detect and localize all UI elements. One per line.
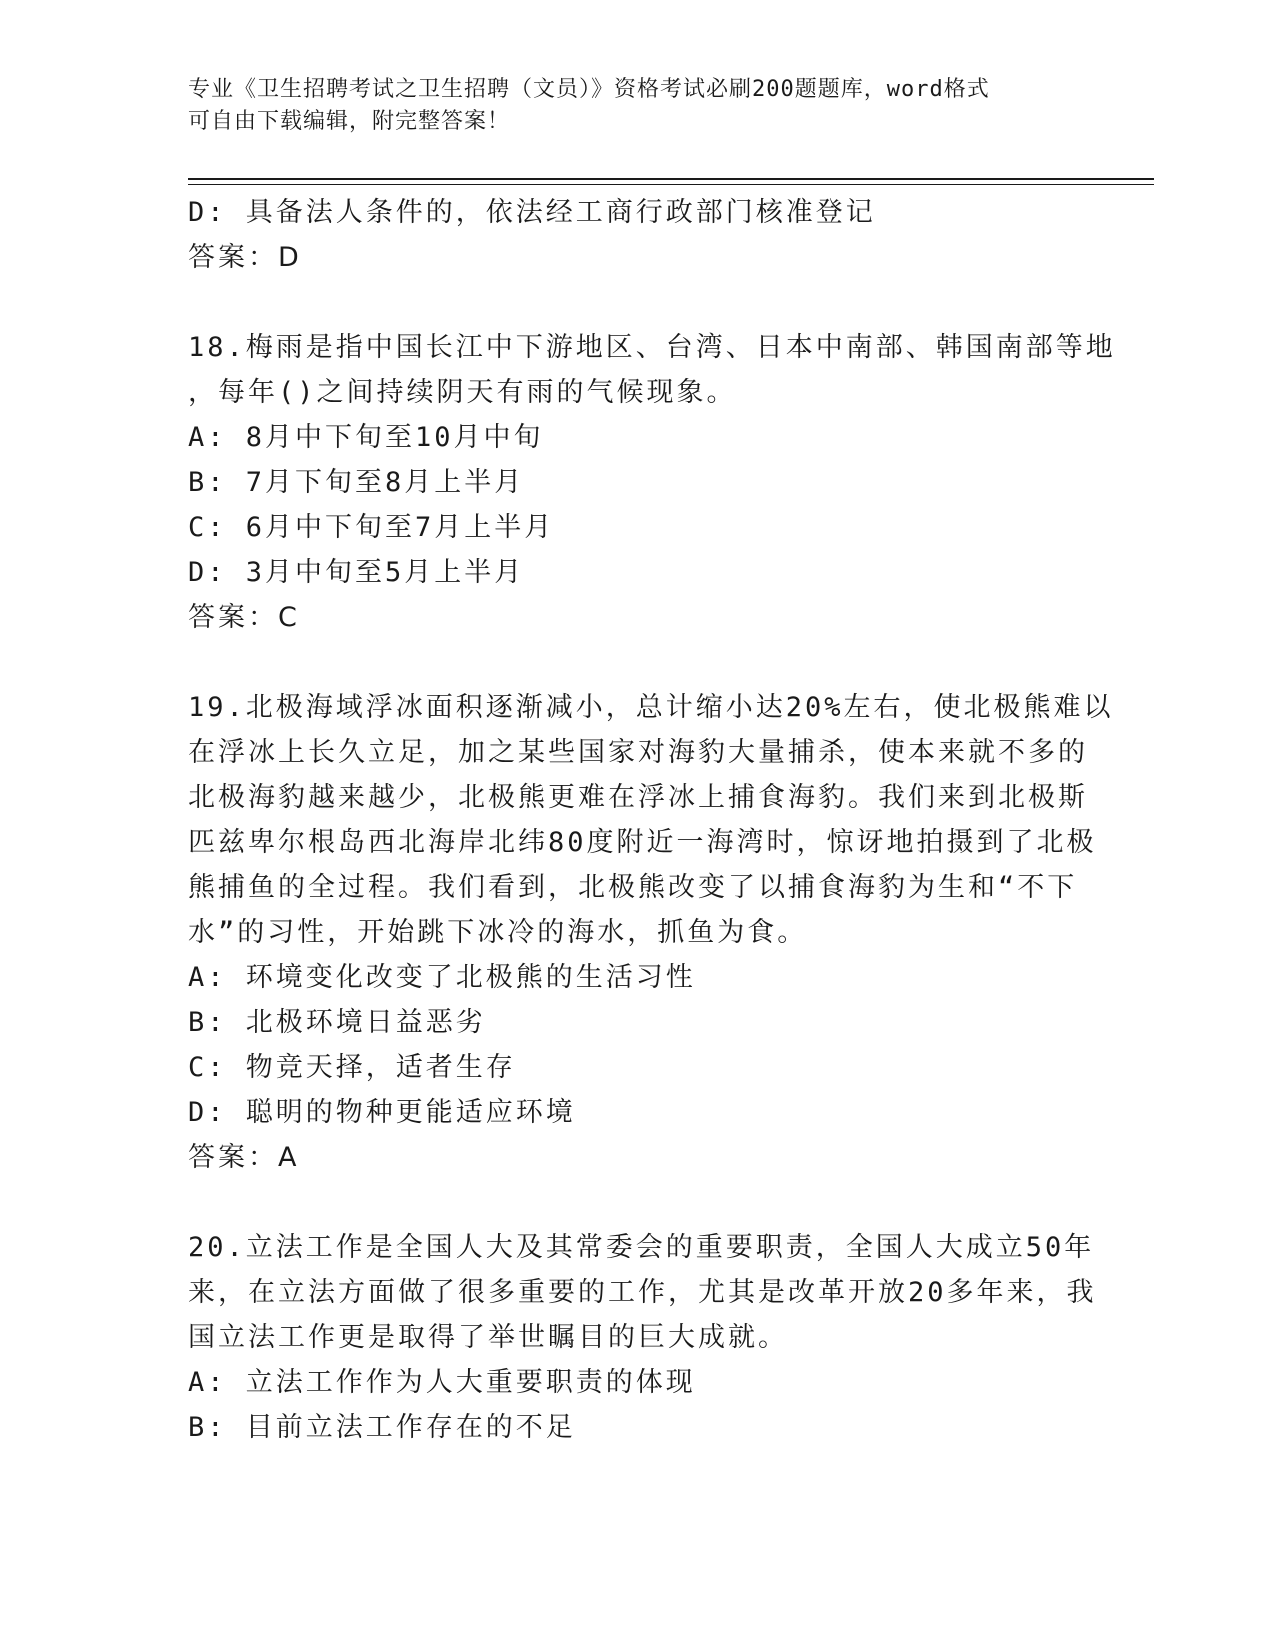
q19-stem-line-6: 水”的习性，开始跳下冰冷的海水，抓鱼为食。	[188, 917, 808, 948]
q19-option-d: D: 聪明的物种更能适应环境	[188, 1097, 576, 1128]
q19-option-c: C: 物竞天择，适者生存	[188, 1052, 516, 1083]
prev-option-d: D: 具备法人条件的，依法经工商行政部门核准登记	[188, 197, 876, 228]
header-title-line-2: 可自由下载编辑，附完整答案！	[188, 109, 511, 134]
q18-stem-line-2: ，每年()之间持续阴天有雨的气候现象。	[188, 377, 737, 408]
q18-option-d: D: 3月中旬至5月上半月	[188, 557, 525, 588]
header-divider	[188, 178, 1154, 185]
question-content	[188, 190, 1116, 1450]
q19-stem-line-4: 匹兹卑尔根岛西北海岸北纬80度附近一海湾时，惊讶地拍摄到了北极	[188, 827, 1097, 858]
question-18	[188, 325, 1116, 640]
spacer	[188, 1180, 1068, 1225]
page-header	[188, 74, 1068, 138]
q20-stem-line-2: 来，在立法方面做了很多重要的工作，尤其是改革开放20多年来，我	[188, 1277, 1097, 1308]
q20-stem-line-3: 国立法工作更是取得了举世瞩目的巨大成就。	[188, 1322, 788, 1353]
q19-stem-line-3: 北极海豹越来越少，北极熊更难在浮冰上捕食海豹。我们来到北极斯	[188, 782, 1088, 813]
question-20	[188, 1225, 1097, 1450]
q19-answer: 答案：A	[188, 1142, 300, 1173]
q19-option-b: B: 北极环境日益恶劣	[188, 1007, 486, 1038]
q18-stem-line-1: 18.梅雨是指中国长江中下游地区、台湾、日本中南部、韩国南部等地	[188, 332, 1116, 363]
q18-option-c: C: 6月中下旬至7月上半月	[188, 512, 555, 543]
q18-option-a: A: 8月中下旬至10月中旬	[188, 422, 544, 453]
q19-stem-line-1: 19.北极海域浮冰面积逐渐减小，总计缩小达20%左右，使北极熊难以	[188, 692, 1114, 723]
spacer	[188, 280, 1068, 325]
question-19	[188, 685, 1114, 1180]
q20-stem-line-1: 20.立法工作是全国人大及其常委会的重要职责，全国人大成立50年	[188, 1232, 1095, 1263]
q20-option-a: A: 立法工作作为人大重要职责的体现	[188, 1367, 696, 1398]
q19-option-a: A: 环境变化改变了北极熊的生活习性	[188, 962, 696, 993]
header-title-line-1: 专业《卫生招聘考试之卫生招聘（文员）》资格考试必刷200题题库，word格式	[188, 77, 990, 102]
q19-stem-line-5: 熊捕鱼的全过程。我们看到，北极熊改变了以捕食海豹为生和“不下	[188, 872, 1078, 903]
spacer	[188, 640, 1068, 685]
q20-option-b: B: 目前立法工作存在的不足	[188, 1412, 576, 1443]
q18-answer: 答案：C	[188, 602, 300, 633]
q18-option-b: B: 7月下旬至8月上半月	[188, 467, 525, 498]
q19-stem-line-2: 在浮冰上长久立足，加之某些国家对海豹大量捕杀，使本来就不多的	[188, 737, 1088, 768]
prev-answer: 答案：D	[188, 242, 302, 273]
